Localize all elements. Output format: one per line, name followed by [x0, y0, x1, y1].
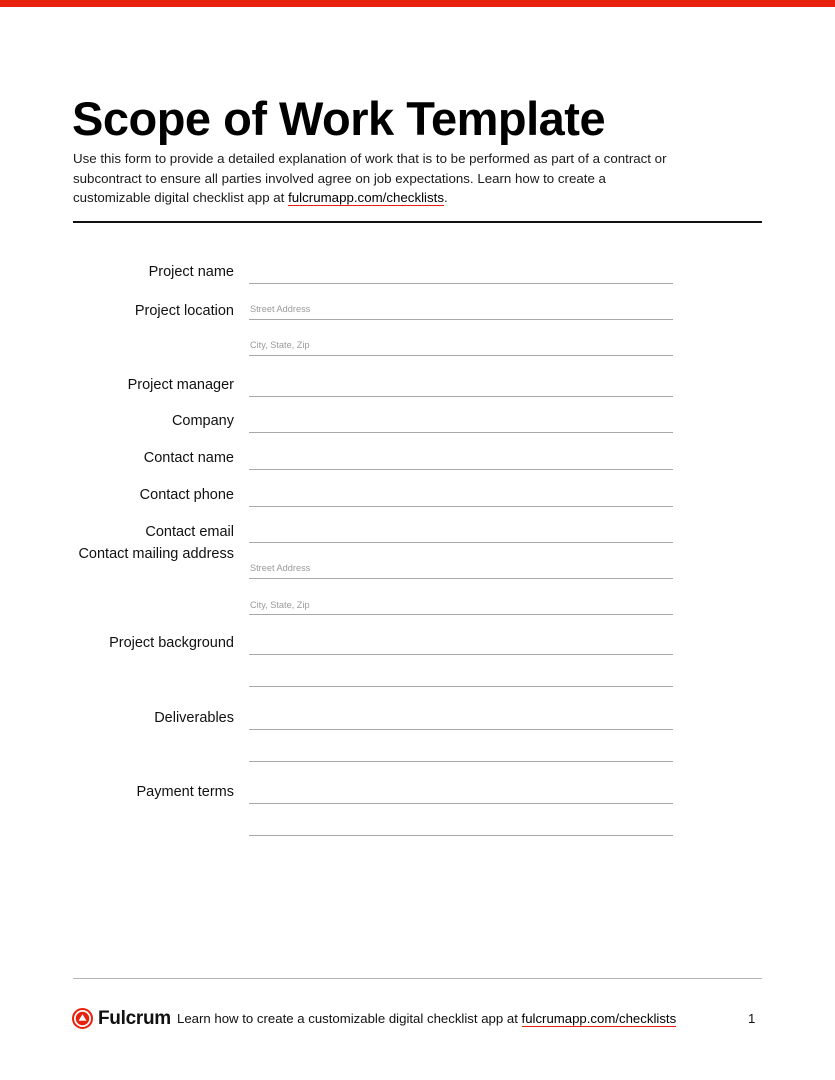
intro-link[interactable]: fulcrumapp.com/checklists [288, 190, 444, 206]
field-label: Deliverables [154, 710, 234, 726]
footer-text-label: Learn how to create a customizable digital checklist app at [177, 1011, 522, 1026]
page-number: 1 [748, 1011, 756, 1026]
field-input-line[interactable] [249, 396, 673, 397]
intro-text-part1: Use this form to provide a detailed explanation of work that is to be performed as part of a contract or subcontract to ensure all parties involved agree on job expectations. Learn how to create a customizable digital checklist app at [73, 151, 667, 206]
field-input-line[interactable] [249, 506, 673, 507]
field-input-line[interactable] [249, 469, 673, 470]
field-label: Project manager [127, 377, 234, 393]
field-input-line[interactable] [249, 686, 673, 687]
fulcrum-logo-wordmark: Fulcrum [98, 1008, 171, 1029]
field-input-line[interactable] [249, 729, 673, 730]
field-label: Project background [109, 635, 234, 651]
field-placeholder: Street Address [250, 304, 311, 314]
field-placeholder: City, State, Zip [250, 340, 310, 350]
page-title: Scope of Work Template [72, 92, 606, 146]
field-label: Contact mailing address [78, 546, 234, 562]
field-input-line[interactable] [249, 319, 673, 320]
field-label: Contact email [145, 524, 234, 540]
field-input-line[interactable] [249, 761, 673, 762]
field-label: Contact phone [139, 487, 234, 503]
field-input-line[interactable] [249, 654, 673, 655]
footer-text [177, 1011, 676, 1026]
footer-divider [73, 978, 762, 979]
field-input-line[interactable] [249, 578, 673, 579]
field-input-line[interactable] [249, 283, 673, 284]
field-input-line[interactable] [249, 432, 673, 433]
field-label: Project location [134, 303, 234, 319]
field-input-line[interactable] [249, 614, 673, 615]
field-label: Payment terms [136, 784, 234, 800]
fulcrum-logo-icon [72, 1008, 93, 1029]
field-label: Company [171, 413, 234, 429]
field-input-line[interactable] [249, 803, 673, 804]
field-placeholder: Street Address [250, 563, 311, 573]
field-placeholder: City, State, Zip [250, 600, 310, 610]
intro-paragraph [73, 149, 673, 208]
fulcrum-logo [72, 1008, 171, 1029]
field-label: Contact name [143, 450, 234, 466]
header-divider [73, 221, 762, 223]
field-input-line[interactable] [249, 835, 673, 836]
field-input-line[interactable] [249, 355, 673, 356]
field-label: Project name [148, 264, 234, 280]
footer-link[interactable]: fulcrumapp.com/checklists [521, 1011, 677, 1026]
intro-text-part2: . [444, 190, 448, 206]
field-input-line[interactable] [249, 542, 673, 543]
